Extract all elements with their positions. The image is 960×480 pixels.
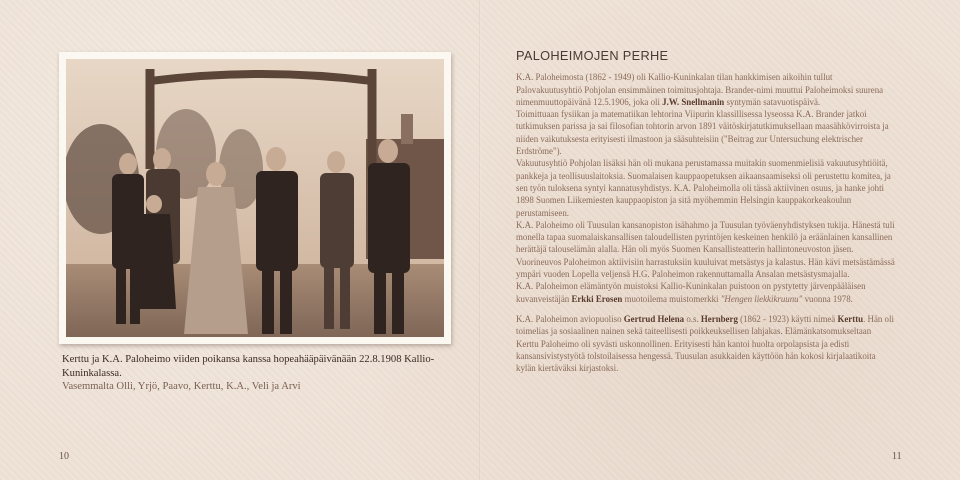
bold-name-kerttu: Kerttu xyxy=(837,313,864,324)
caption-line-2: Vasemmalta Olli, Yrjö, Paavo, Kerttu, K.A., Veli ja Arvi xyxy=(62,381,301,392)
family-photo xyxy=(66,59,444,337)
monument-name: "Hengen liekkikruunu" xyxy=(720,293,803,304)
article-column xyxy=(516,50,896,374)
page-number-left: 10 xyxy=(59,451,69,462)
bold-name-hernberg: Hernberg xyxy=(700,313,738,324)
paragraph-3: Vakuutusyhtiö Pohjolan lisäksi hän oli mukana perustamassa muitakin suomenmielisiä vakuutusyhtiöitä, pankkeja ja teollisuuslaitoksia. Suomalaisen kauppaopetuksen aikaansaamiseksi oli perustettu komitea, ja sen työn tuloksena syntyi kannatusyhdistys. K.A. Paloheimolla oli tässä aktiivinen osuus, ja hanke johti 1898 Suomen Liikemiesten kauppaopiston ja sitä myöhemmin Helsingin kauppakorkeakoulun perustamiseen. xyxy=(516,158,891,218)
caption-line-1: Kerttu ja K.A. Paloheimo viiden poikansa kanssa hopeahääpäivänään 22.8.1908 Kallio-Kuninkalassa. xyxy=(62,354,435,379)
bold-name-gertrud: Gertrud Helena xyxy=(623,313,685,324)
page-spine xyxy=(479,0,481,480)
paragraph-1: K.A. Paloheimosta (1862 - 1949) oli Kallio-Kuninkalan tilan hankkimisen aikoihin tullut Palovakuutusyhtiö Pohjolan ensimmäinen toimitusjohtaja. Brander-nimi muuttui Paloheimoksi suurena nimenmuuttopäivänä 12.5.1906, joka oli J.W. Snellmanin syntymän satavuotispäivä. xyxy=(516,72,884,107)
paragraph-6: K.A. Paloheimon elämäntyön muistoksi Kallio-Kuninkalan puistoon on pystytetty järvenpääläisen kuvanveistäjän Erkki Erosen muotoilema muistomerkki "Hengen liekkikruunu" vuonna 1978. xyxy=(516,281,866,304)
paragraph-7: K.A. Paloheimon aviopuoliso Gertrud Helena o.s. Hernberg (1862 - 1923) käytti nimeä Kerttu. Hän oli toimelias ja sosiaalinen nainen sekä taiteellisesti poikkeuksellisen lahjakas. Elämänkatsomukseltaan Kerttu Paloheimo oli syvästi uskonnollinen. Erityisesti hän kantoi huolta orpolapsista ja edisti kansansivistystyötä tolstoilaisessa hengessä. Tuusulan asukkaiden käyttöön hän kokosi kirjalaatikoita kylän kiertäväksi kirjastoksi. xyxy=(516,313,894,374)
photo-caption xyxy=(62,353,462,394)
page-number-right: 11 xyxy=(892,451,902,462)
article-title: PALOHEIMOJEN PERHE xyxy=(516,48,669,63)
bold-name-eronen: Erkki Erosen xyxy=(571,293,623,304)
paragraph-5: Vuorineuvos Paloheimon aktiivisiin harrastuksiin kuuluivat metsästys ja kalastus. Hän kävi metsästämässä ympäri vuoden Lopella veljensä H.G. Paloheimon rakennuttamalla Ansalan metsästysmajalla. xyxy=(516,256,895,280)
paragraph-4: K.A. Paloheimo oli Tuusulan kansanopiston isähahmo ja Tuusulan työväenyhdistyksen tukija. Hänestä tuli monella tapaa suomalaiskansallisen taloudellisten pyrintöjen keskeinen henkilö ja eräänlainen kansallinen herättäjä talouselämän alalla. Hän oli myös Suomen Kansallisteatterin hallintoneuvoston jäsen. xyxy=(516,219,895,255)
paragraph-2: Toimittuaan fysiikan ja matematiikan lehtorina Viipurin klassillisessa lyseossa K.A. Brander jatkoi tutkimuksen parissa ja sai filosofian tohtorin arvon 1891 väitöskirjatutkimuksellaan maasähkövirroista ja niiden vaikutuksesta erityisesti ilmastoon ja sääsuhteisiin ("Beitrag zur Untersuchung elektrischer Erdströme"). xyxy=(516,109,889,157)
family-photo-frame xyxy=(59,52,451,344)
bold-name-snellman: J.W. Snellmanin xyxy=(662,96,725,107)
